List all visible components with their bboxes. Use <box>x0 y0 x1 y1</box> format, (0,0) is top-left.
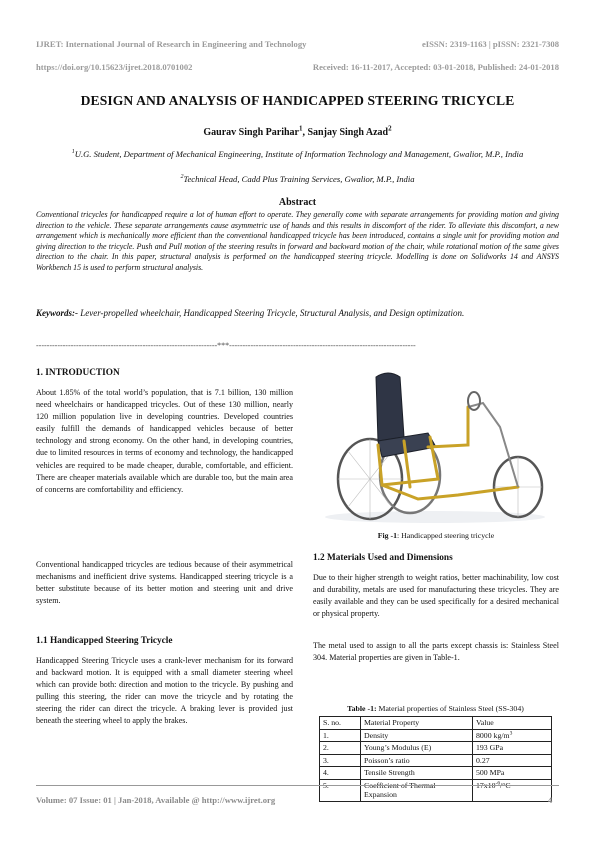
density-exponent: 3 <box>509 729 513 736</box>
table-label: Table -1: <box>347 704 377 713</box>
density-value: 8000 kg/m <box>476 730 510 740</box>
intro-paragraph-1: About 1.85% of the total world’s population, that is 7.1 billion, 130 million need wheelchairs or handicapped tricycles. Out of these 130 million, nearly 120 million population live in developing countries. Developed countries easily fulfill the demands of handicapped vehicles because of better technology and strong economy. On the other hand, in developing countries, due to limited resources in terms of economy and technology, the handicapped vehicles are required to be made cheaper, durable, comfortable, and efficient. There are cheaper materials available which are durable too, but the main area of concerns are comfortability and efficiency. <box>36 388 293 494</box>
keywords <box>36 305 559 322</box>
table-cell: Poisson’s ratio <box>361 754 473 767</box>
tricycle-image <box>318 367 552 527</box>
figure-caption <box>313 531 559 540</box>
authors <box>0 124 595 138</box>
abstract-heading: Abstract <box>278 197 317 208</box>
table-cell: 4. <box>320 767 361 780</box>
table-header-row <box>320 717 552 730</box>
table-row <box>320 729 552 742</box>
section-1-1-heading: 1.1 Handicapped Steering Tricycle <box>36 636 173 646</box>
figure-label: Fig -1 <box>377 531 398 540</box>
intro-heading: 1. INTRODUCTION <box>36 368 120 378</box>
page-number: 4 <box>548 795 553 805</box>
table-cell: 193 GPa <box>473 742 552 755</box>
author-1: Gaurav Singh Parihar <box>203 127 299 138</box>
footer-rule <box>36 785 559 786</box>
table-cell: Tensile Strength <box>361 767 473 780</box>
author-2-sup: 2 <box>388 124 392 133</box>
table-header-cell: Value <box>473 717 552 730</box>
table-cell: 500 MPa <box>473 767 552 780</box>
table-cell: 1. <box>320 729 361 742</box>
footer-info: Volume: 07 Issue: 01 | Jan-2018, Available @ http://www.ijret.org <box>36 795 276 805</box>
table-caption <box>319 704 552 713</box>
table-row <box>320 754 552 767</box>
material-properties-table <box>319 716 552 802</box>
journal-name: IJRET: International Journal of Research in Engineering and Technology <box>36 39 307 49</box>
doi[interactable]: https://doi.org/10.15623/ijret.2018.0701002 <box>36 62 193 72</box>
table-caption-text: Material properties of Stainless Steel (SS-304) <box>376 704 524 713</box>
section-1-2-paragraph-1: Due to their higher strength to weight ratios, better machinability, low cost and durability, metals are used for manufacturing these tricycles. They are easily available and they can be used specifically for a desired mechanical or physical property. <box>313 573 559 619</box>
author-2: Sanjay Singh Azad <box>307 127 389 138</box>
intro-paragraph-2: Conventional handicapped tricycles are tedious because of their asymmetrical mechanisms and inefficient drive systems. Handicapped steering tricycle is a better substitute because of its better motion and steering unit and drive system. <box>36 560 293 606</box>
expansion-unit: /°C <box>500 780 511 790</box>
aff-1-text: U.G. Student, Department of Mechanical Engineering, Institute of Information Technology and Management, Gwalior, M.P., India <box>74 149 524 159</box>
table-row <box>320 742 552 755</box>
aff-1-sup: 1 <box>71 149 75 156</box>
author-separator: , <box>302 127 308 138</box>
paper-title: DESIGN AND ANALYSIS OF HANDICAPPED STEERING TRICYCLE <box>80 93 515 108</box>
table-cell: Density <box>361 729 473 742</box>
table-header-cell: S. no. <box>320 717 361 730</box>
table-cell: 3. <box>320 754 361 767</box>
affiliation-1 <box>36 148 559 160</box>
section-separator: --------------------------------------------------------------------***---------------------------------------------------------------------- <box>36 341 416 350</box>
table-cell: Young’s Modulus (E) <box>361 742 473 755</box>
section-1-2-heading: 1.2 Materials Used and Dimensions <box>313 553 453 563</box>
table-cell: 2. <box>320 742 361 755</box>
affiliation-2 <box>36 173 559 185</box>
expansion-exponent: -6 <box>495 779 501 786</box>
issn: eISSN: 2319-1163 | pISSN: 2321-7308 <box>421 39 559 49</box>
aff-2-text: Technical Head, Cadd Plus Training Services, Gwalior, M.P., India <box>183 174 415 184</box>
table-row <box>320 779 552 801</box>
dates: Received: 16-11-2017, Accepted: 03-01-2018, Published: 24-01-2018 <box>312 62 559 72</box>
figure-caption-text: : Handicapped steering tricycle <box>397 531 495 540</box>
keywords-text: Lever-propelled wheelchair, Handicapped Steering Tricycle, Structural Analysis, and Design optimization. <box>78 308 465 318</box>
abstract-text: Conventional tricycles for handicapped require a lot of human effort to operate. They generally come with separate arrangements for providing motion and giving direction to the vehicle. These separate arrangements cause asymmetric use of hands and this results in discomfort of the rider. To alleviate this discomfort, a new arrangement which is mechanically more efficient than the conventional handicapped tricycle has been introduced, contains a single unit for providing motion and giving direction to the tricycle. Push and Pull motion of the steering results in forward and backward motion of the chair, while rotational motion of the same gives direction to the chair. In this paper, structural analysis is performed on the handicapped steering tricycle. Modelling is done on Solidworks 14 and ANSYS Workbench 15 is used to perform structural analysis. <box>36 210 559 272</box>
keywords-label: Keywords:- <box>36 308 78 318</box>
expansion-value: 17x10 <box>476 780 496 790</box>
table-cell <box>473 779 552 801</box>
table-cell: 5. <box>320 779 361 801</box>
table-cell: 0.27 <box>473 754 552 767</box>
table-header-cell: Material Property <box>361 717 473 730</box>
table-cell: Coefficient of Thermal Expansion <box>361 779 473 801</box>
table-cell <box>473 729 552 742</box>
author-1-sup: 1 <box>298 124 303 133</box>
section-1-1-paragraph: Handicapped Steering Tricycle uses a crank-lever mechanism for its forward and backward motion. It is equipped with a small diameter steering wheel which can provide both: direction and motion to the tricycle. By pushing and pulling this steering, the rider can move the tricycle and by rotating the steering the rider can direct the tricycle. A braking lever is provided just beneath the steering wheel to apply the brakes. <box>36 656 293 726</box>
tricycle-figure <box>318 367 552 527</box>
aff-2-sup: 2 <box>180 174 184 181</box>
section-1-2-paragraph-2: The metal used to assign to all the parts except chassis is: Stainless Steel 304. Material properties are given in Table-1. <box>313 641 559 663</box>
table-row <box>320 767 552 780</box>
